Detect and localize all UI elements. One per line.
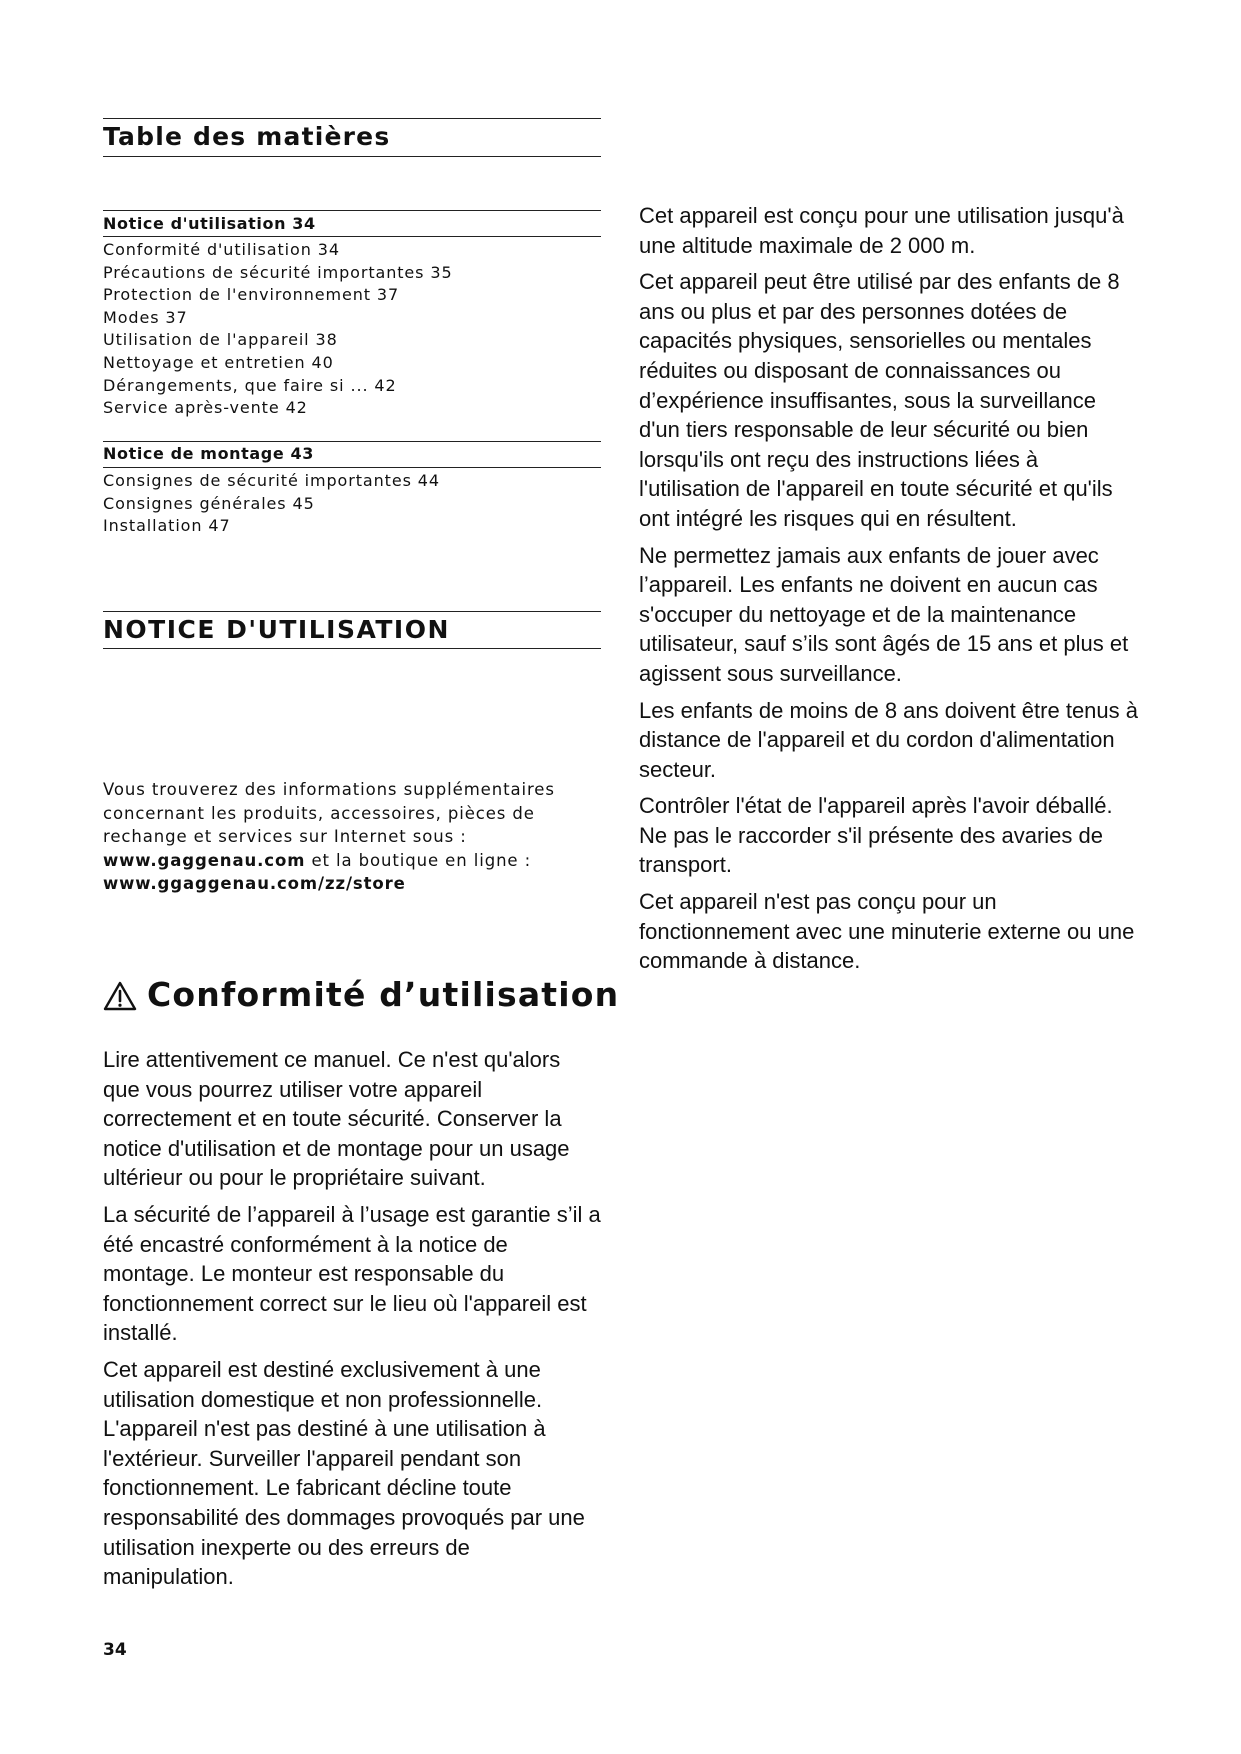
info-block xyxy=(103,778,563,896)
toc-title: Table des matières xyxy=(103,122,391,151)
conformity-title: Conformité d’utilisation xyxy=(147,975,620,1014)
toc-group-rule xyxy=(103,236,601,237)
paragraph: La sécurité de l’appareil à l’usage est garantie s’il a été encastré conformément à la notice de montage. Le monteur est responsable du fonctionnement correct sur le lieu où l'appareil est installé. xyxy=(103,1201,601,1346)
toc-top-rule xyxy=(103,118,601,119)
toc-item[interactable]: Précautions de sécurité importantes 35 xyxy=(103,262,453,282)
toc-item[interactable]: Conformité d'utilisation 34 xyxy=(103,240,340,259)
conformity-heading xyxy=(103,975,619,1014)
paragraph: Les enfants de moins de 8 ans doivent être tenus à distance de l'appareil et du cordon d'alimentation secteur. xyxy=(639,697,1138,782)
paragraph: Cet appareil est conçu pour une utilisation jusqu'à une altitude maximale de 2 000 m. xyxy=(639,203,1124,258)
section-title: NOTICE D'UTILISATION xyxy=(103,615,450,644)
section-bottom-rule xyxy=(103,648,601,649)
toc-group-rule xyxy=(103,467,601,468)
toc-item[interactable]: Protection de l'environnement 37 xyxy=(103,285,400,305)
toc-item[interactable]: Dérangements, que faire si ... 42 xyxy=(103,375,397,395)
paragraph: Cet appareil est destiné exclusivement à une utilisation domestique et non professionnelle. L'appareil n'est pas destiné à une utilisation à l'extérieur. Surveiller l'appareil pendant son fonctionnement. Le fabricant décline toute responsabilité des dommages provoqués par une utilisation inexperte ou des erreurs de manipulation. xyxy=(103,1356,585,1590)
page-number: 34 xyxy=(103,1640,127,1660)
toc-list xyxy=(103,239,601,420)
paragraph: Contrôler l'état de l'appareil après l'avoir déballé. Ne pas le raccorder s'il présente des avaries de transport. xyxy=(639,793,1113,878)
toc-group-heading[interactable]: Notice de montage 43 xyxy=(103,444,314,463)
toc-group-rule xyxy=(103,441,601,442)
toc-item[interactable]: Consignes générales 45 xyxy=(103,493,315,513)
paragraph: Ne permettez jamais aux enfants de jouer avec l’appareil. Les enfants ne doivent en aucun cas s'occuper du nettoyage et de la maintenance utilisateur, sauf s’ils sont âgés de 15 ans et plus et agissent sous surveillance. xyxy=(639,542,1129,686)
toc-item[interactable]: Installation 47 xyxy=(103,516,231,536)
paragraph: Cet appareil peut être utilisé par des enfants de 8 ans ou plus et par des personnes dotées de capacités physiques, sensorielles ou mentales réduites ou disposant de connaissances ou d’expérience insuffisantes, sous la surveillance d'un tiers responsable de leur sécurité ou bien lorsqu'ils ont reçu des instructions liées à l'utilisation de l'appareil en toute sécurité et qu'ils ont intégré les risques qui en résultent. xyxy=(639,269,1120,531)
warning-triangle-icon xyxy=(103,980,137,1010)
store-link[interactable]: www.ggaggenau.com/zz/store xyxy=(103,874,406,893)
paragraph: Cet appareil n'est pas conçu pour un fonctionnement avec une minuterie externe ou une commande à distance. xyxy=(639,889,1135,974)
toc-item[interactable]: Utilisation de l'appareil 38 xyxy=(103,330,338,350)
toc-item[interactable]: Consignes de sécurité importantes 44 xyxy=(103,471,440,490)
section-top-rule xyxy=(103,611,601,612)
toc-item[interactable]: Nettoyage et entretien 40 xyxy=(103,352,334,372)
toc-item[interactable]: Service après-vente 42 xyxy=(103,398,308,418)
toc-item[interactable]: Modes 37 xyxy=(103,307,188,327)
right-column xyxy=(639,201,1139,983)
toc-list xyxy=(103,470,601,538)
info-text: et la boutique en ligne : xyxy=(305,850,532,870)
toc-title-bottom-rule xyxy=(103,156,601,157)
website-link[interactable]: www.gaggenau.com xyxy=(103,850,306,870)
paragraph: Lire attentivement ce manuel. Ce n'est qu'alors que vous pourrez utiliser votre appareil correctement et en toute sécurité. Conserver la notice d'utilisation et de montage pour un usage ultérieur ou pour le propriétaire suivant. xyxy=(103,1047,570,1191)
toc-group-heading[interactable]: Notice d'utilisation 34 xyxy=(103,214,316,233)
info-text: Vous trouverez des informations supplémentaires concernant les produits, accessoires, pièces de rechange et services sur Internet sous : xyxy=(103,780,555,846)
conformity-body xyxy=(103,1045,603,1599)
toc-group-rule xyxy=(103,210,601,211)
